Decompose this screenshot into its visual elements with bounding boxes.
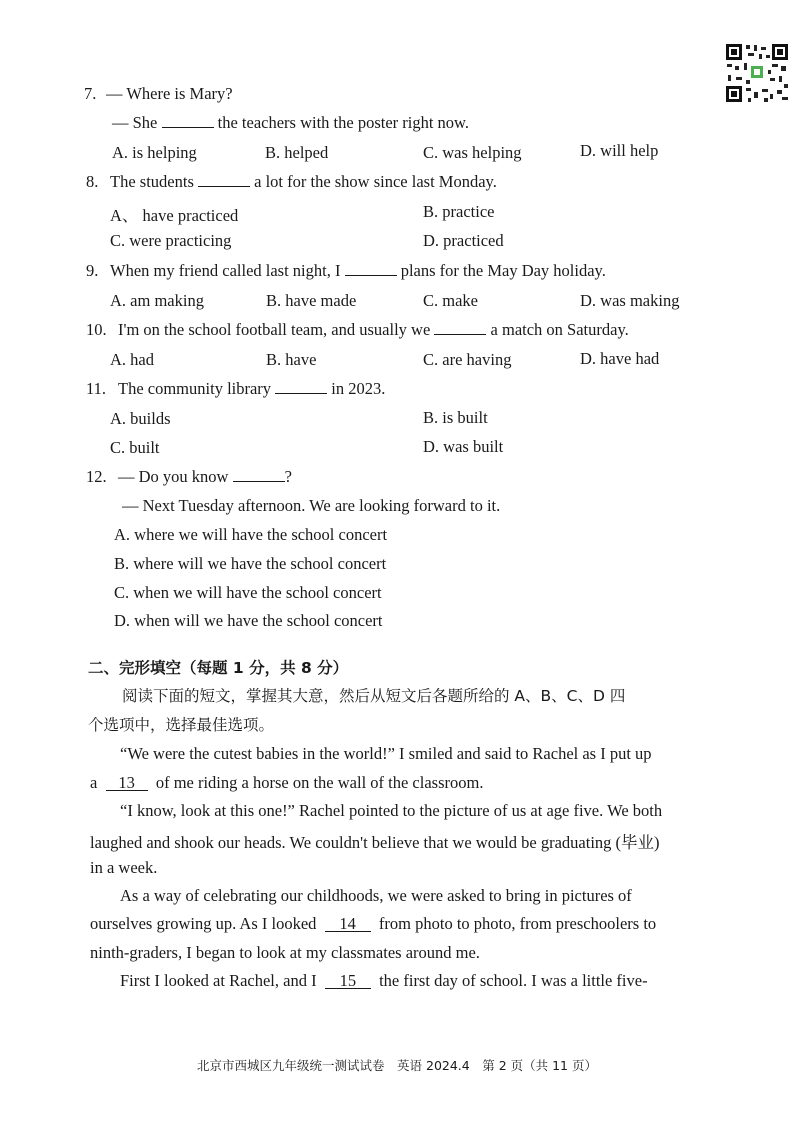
cloze-blank-14: 14: [325, 917, 371, 932]
passage-line: laughed and shook our heads. We couldn't believe that we would be graduating (毕业): [90, 833, 660, 852]
question-11-stem: 11. The community library in 2023.: [86, 379, 386, 398]
option-d: D. when will we have the school concert: [114, 611, 383, 630]
cloze-blank-15: 15: [325, 974, 371, 989]
section-heading: 二、完形填空（每题 1 分，共 8 分）: [88, 659, 349, 677]
answer-blank: [345, 261, 397, 276]
option-c: C. are having: [423, 350, 512, 369]
question-number: 8.: [86, 172, 99, 191]
option-c: C. make: [423, 291, 478, 310]
passage-line: “I know, look at this one!” Rachel pointed to the picture of us at age five. We both: [120, 801, 663, 820]
passage-line: a 13 of me riding a horse on the wall of the classroom.: [90, 773, 484, 792]
passage-line: “We were the cutest babies in the world!” I smiled and said to Rachel as I put up: [120, 744, 652, 763]
option-d: D. was built: [423, 437, 504, 456]
question-7-stem-a: 7. — Where is Mary?: [84, 84, 233, 103]
question-number: 12.: [86, 467, 107, 486]
question-number: 11.: [86, 379, 107, 398]
section-instructions-line-2: 个选项中，选择最佳选项。: [88, 716, 275, 734]
passage-line: in a week.: [90, 858, 158, 877]
passage-line: ourselves growing up. As I looked 14 from photo to photo, from preschoolers to: [90, 914, 657, 933]
question-number: 10.: [86, 320, 107, 339]
option-b: B. practice: [423, 202, 495, 221]
answer-blank: [434, 320, 486, 335]
option-d: D. practiced: [423, 231, 504, 250]
option-a: A. am making: [110, 291, 204, 310]
question-number: 9.: [86, 261, 99, 280]
question-7-stem-b: — She the teachers with the poster right now.: [112, 113, 470, 132]
option-d: D. have had: [580, 349, 660, 368]
option-a: A. is helping: [112, 143, 197, 162]
option-b: B. have made: [266, 291, 357, 310]
option-b: B. helped: [265, 143, 329, 162]
option-c: C. was helping: [423, 143, 522, 162]
answer-blank: [233, 467, 285, 482]
cloze-blank-13: 13: [106, 776, 148, 791]
question-number: 7.: [84, 84, 97, 103]
option-c: C. when we will have the school concert: [114, 583, 382, 602]
qr-code-icon: [724, 42, 790, 104]
option-b: B. is built: [423, 408, 488, 427]
page-footer: 北京市西城区九年级统一测试试卷 英语 2024.4 第 2 页（共 11 页）: [197, 1058, 597, 1073]
answer-blank: [162, 113, 214, 128]
option-a: A、 have practiced: [110, 206, 239, 225]
option-c: C. were practicing: [110, 231, 232, 250]
question-8-stem: 8. The students a lot for the show since last Monday.: [86, 172, 497, 191]
question-9-stem: 9. When my friend called last night, I plans for the May Day holiday.: [86, 261, 606, 280]
option-b: B. have: [266, 350, 317, 369]
option-d: D. will help: [580, 141, 659, 160]
question-10-stem: 10. I'm on the school football team, and usually we a match on Saturday.: [86, 320, 629, 339]
answer-blank: [275, 379, 327, 394]
option-d: D. was making: [580, 291, 680, 310]
option-c: C. built: [110, 438, 160, 457]
question-12-stem-a: 12. — Do you know ?: [86, 467, 292, 486]
passage-line: ninth-graders, I began to look at my classmates around me.: [90, 943, 480, 962]
question-12-stem-b: — Next Tuesday afternoon. We are looking forward to it.: [122, 496, 501, 515]
option-a: A. where we will have the school concert: [114, 525, 388, 544]
option-a: A. builds: [110, 409, 171, 428]
option-b: B. where will we have the school concert: [114, 554, 387, 573]
answer-blank: [198, 172, 250, 187]
passage-line: As a way of celebrating our childhoods, we were asked to bring in pictures of: [120, 886, 632, 905]
section-instructions-line-1: 阅读下面的短文，掌握其大意，然后从短文后各题所给的 A、B、C、D 四: [122, 687, 626, 705]
passage-line: First I looked at Rachel, and I 15 the first day of school. I was a little five-: [120, 971, 648, 990]
option-a: A. had: [110, 350, 154, 369]
